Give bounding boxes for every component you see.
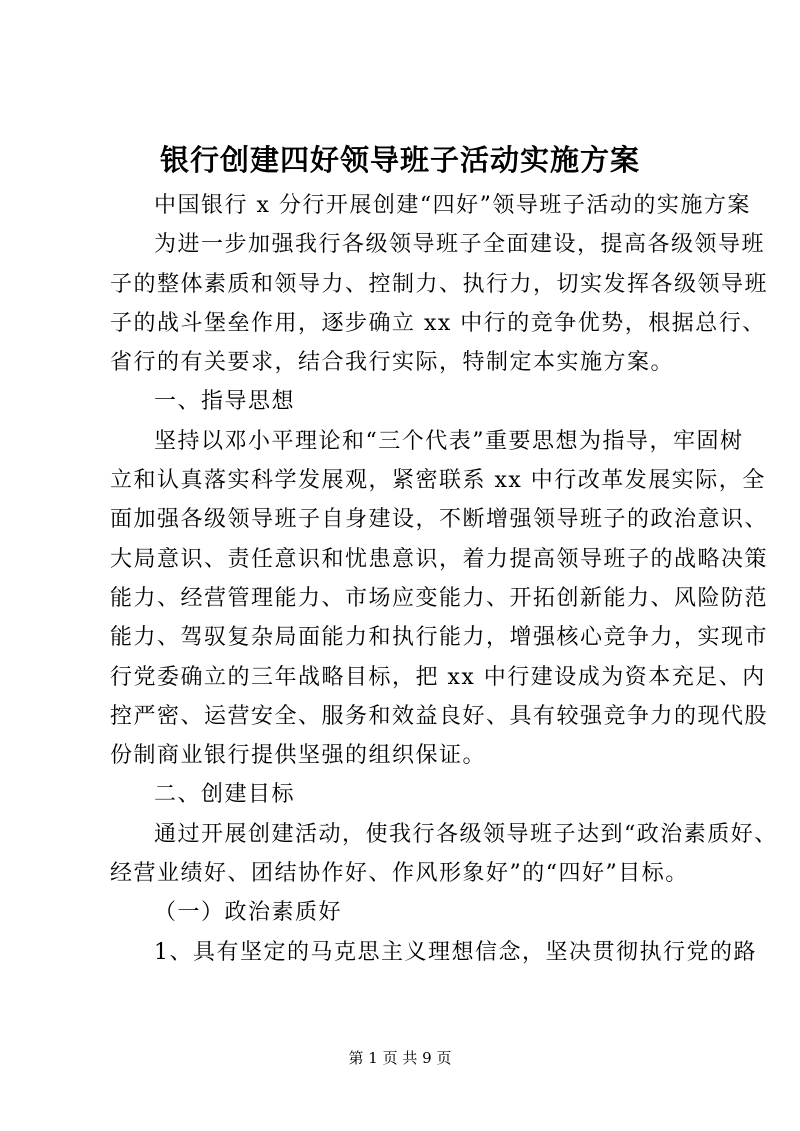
paragraph-line: 能力、驾驭复杂局面能力和执行能力，增强核心竞争力，实现市 xyxy=(110,625,769,651)
paragraph-line: 控严密、运营安全、服务和效益良好、具有较强竞争力的现代股 xyxy=(110,703,769,729)
paragraph-line: 份制商业银行提供坚强的组织保证。 xyxy=(110,743,487,769)
paragraph-line: 立和认真落实科学发展观，紧密联系 xx 中行改革发展实际，全 xyxy=(110,468,766,494)
paragraph-line: 1、具有坚定的马克思主义理想信念，坚决贯彻执行党的路 xyxy=(154,939,757,965)
subsection-heading: （一）政治素质好 xyxy=(154,900,343,926)
page-number: 第 1 页 共 9 页 xyxy=(348,1049,452,1067)
paragraph-line: 经营业绩好、团结协作好、作风形象好”的“四好”目标。 xyxy=(110,861,689,887)
paragraph-line: 通过开展创建活动，使我行各级领导班子达到“政治素质好、 xyxy=(154,821,778,847)
paragraph-line: 省行的有关要求，结合我行实际，特制定本实施方案。 xyxy=(110,350,675,376)
paragraph-line: 行党委确立的三年战略目标，把 xx 中行建设成为资本充足、内 xyxy=(110,664,766,690)
paragraph-line: 中国银行 x 分行开展创建“四好”领导班子活动的实施方案 xyxy=(154,193,751,218)
section-heading: 二、创建目标 xyxy=(154,782,296,808)
paragraph-line: 大局意识、责任意识和忧患意识，着力提高领导班子的战略决策 xyxy=(110,546,769,572)
paragraph-line: 子的战斗堡垒作用，逐步确立 xx 中行的竞争优势，根据总行、 xyxy=(110,310,766,336)
paragraph-line: 能力、经营管理能力、市场应变能力、开拓创新能力、风险防范 xyxy=(110,585,769,611)
section-heading: 一、指导思想 xyxy=(154,389,296,415)
paragraph-line: 坚持以邓小平理论和“三个代表”重要思想为指导，牢固树 xyxy=(154,428,744,454)
paragraph-line: 面加强各级领导班子自身建设，不断增强领导班子的政治意识、 xyxy=(110,507,769,533)
document-title: 银行创建四好领导班子活动实施方案 xyxy=(159,143,640,177)
paragraph-line: 为进一步加强我行各级领导班子全面建设，提高各级领导班 xyxy=(154,232,766,258)
document-body xyxy=(110,186,778,972)
paragraph-line: 子的整体素质和领导力、控制力、执行力，切实发挥各级领导班 xyxy=(110,271,769,297)
